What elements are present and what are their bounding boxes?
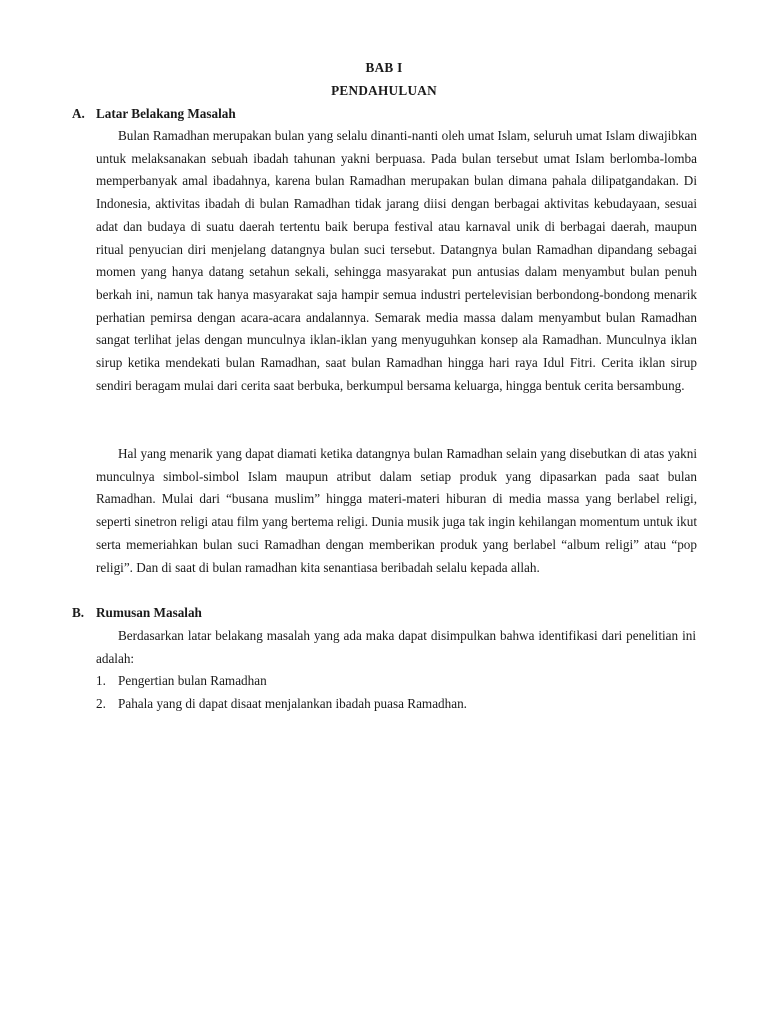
paragraph-b1 xyxy=(96,625,696,670)
section-a-heading xyxy=(72,103,236,126)
rumusan-list xyxy=(96,670,697,715)
paragraph-a1: Bulan Ramadhan merupakan bulan yang selalu dinanti-nanti oleh umat Islam, seluruh umat Islam diwajibkan untuk melaksanakan sebuah ibadah tahunan yakni berpuasa. Pada bulan tersebut umat Islam berlomba-lomba memperbanyak amal ibadahnya, karena bulan Ramadhan merupakan bulan dimana pahala dilipatgandakan. Di Indonesia, aktivitas ibadah di bulan Ramadhan tidak jarang diisi dengan berbagai aktivitas kebudayaan, sesuai adat dan budaya di suatu daerah tertentu baik berupa festival atau karnaval unik di berbagai daerah, maupun ritual penyucian diri menjelang datangnya bulan suci tersebut. Datangnya bulan Ramadhan dipandang sebagai momen yang hanya datang setahun sekali, sehingga masyarakat pun antusias dalam menyambut bulan penuh berkah ini, namun tak hanya masyarakat saja hampir semua industri pertelevisian berbondong-bondong menarik perhatian pemirsa dengan acara-acara andalannya. Semarak media massa dalam menyambut bulan Ramadhan sangat terlihat jelas dengan munculnya iklan-iklan yang menyuguhkan konsep ala Ramadhan. Munculnya iklan sirup ketika mendekati bulan Ramadhan, saat bulan Ramadhan hingga hari raya Idul Fitri. Cerita iklan sirup sendiri beragam mulai dari cerita saat berbuka, berkumpul bersama keluarga, hingga bentuk cerita bersambung. xyxy=(96,128,697,393)
list-item-text: Pahala yang di dapat disaat menjalankan ibadah puasa Ramadhan. xyxy=(118,695,467,711)
paragraph-b1-text: Berdasarkan latar belakang masalah yang ada maka dapat disimpulkan bahwa identifikasi dari penelitian ini adalah: xyxy=(96,628,696,666)
list-item-text: Pengertian bulan Ramadhan xyxy=(118,673,267,688)
paragraph-a2: Hal yang menarik yang dapat diamati ketika datangnya bulan Ramadhan selain yang disebutkan di atas yakni munculnya simbol-simbol Islam maupun atribut dalam setiap produk yang dipasarkan pada saat bulan Ramadhan. Mulai dari “busana muslim” hingga materi-materi hiburan di media massa yang berlabel religi, seperti sinetron religi atau film yang bertema religi. Dunia musik juga tak ingin kehilangan momentum untuk ikut serta memeriahkan bulan suci Ramadhan dengan memberikan produk yang berlabel “album religi” atau “pop religi”. Dan di saat di bulan ramadhan kita senantiasa beribadah selalu kepada allah. xyxy=(96,446,697,575)
list-item-number: 2. xyxy=(96,695,106,711)
list-item xyxy=(96,670,697,693)
list-item-number: 1. xyxy=(96,673,106,688)
chapter-title: PENDAHULUAN xyxy=(331,83,437,98)
section-b-title: Rumusan Masalah xyxy=(96,605,202,620)
section-a-title: Latar Belakang Masalah xyxy=(96,106,236,121)
section-b-heading xyxy=(72,602,202,625)
chapter-number: BAB I xyxy=(365,60,403,75)
section-a-letter: A. xyxy=(72,106,85,121)
section-b-letter: B. xyxy=(72,605,85,620)
section-a-body xyxy=(96,125,697,397)
list-item xyxy=(96,693,697,716)
